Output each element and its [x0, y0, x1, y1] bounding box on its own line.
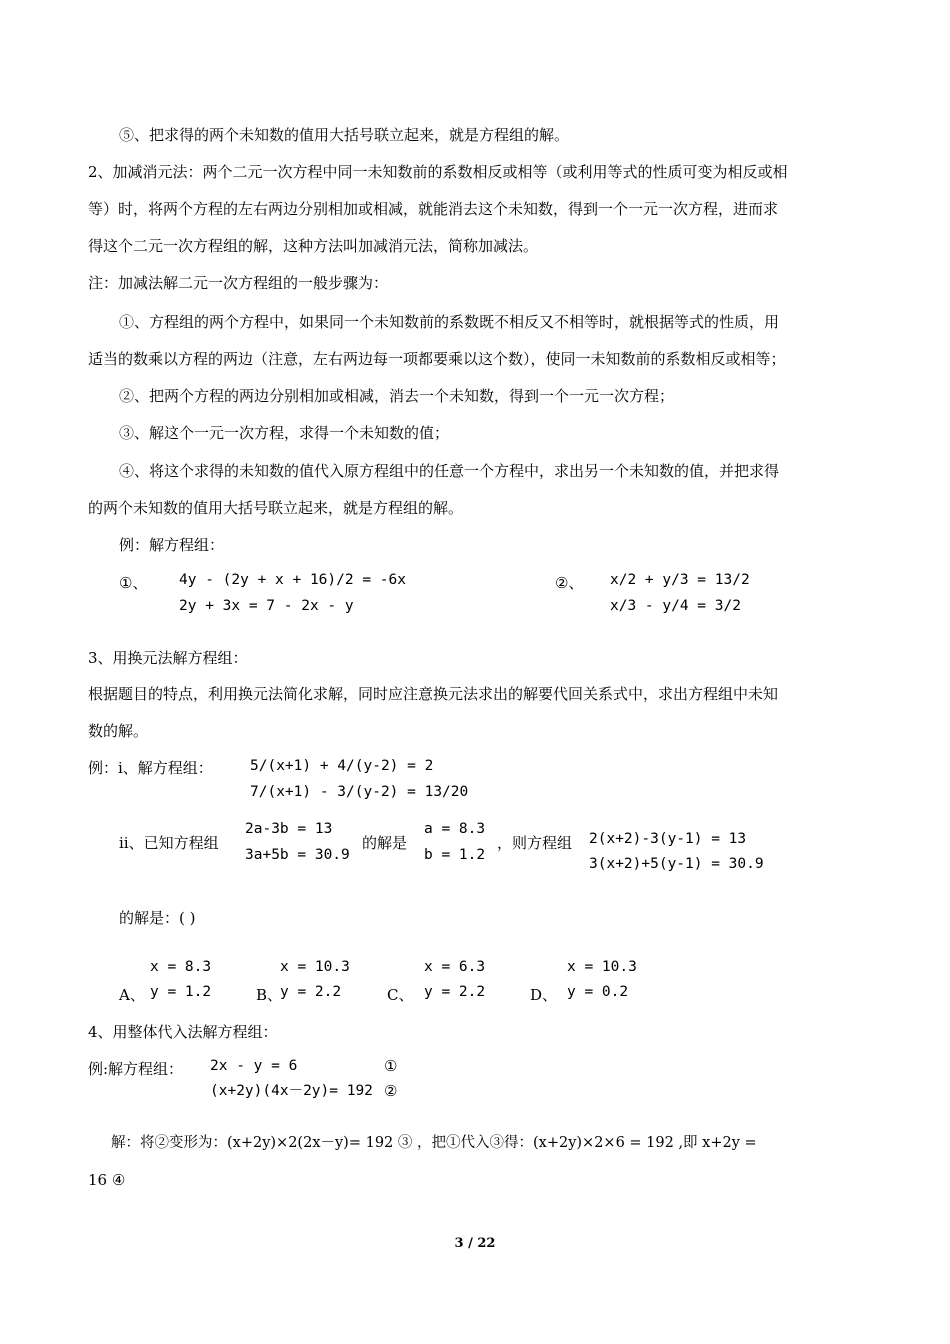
note-text: 注：加减法解二元一次方程组的一般步骤为：	[88, 274, 389, 292]
option-d-x: x = 10.3	[567, 959, 637, 975]
page-number: 3 / 22	[454, 1236, 496, 1251]
example1-equation1: 4y - (2y + x + 16)/2 = -6x	[179, 572, 406, 588]
given-solution-b: b = 1.2	[424, 847, 486, 863]
example4-equation2: (x+2y)(4x－2y)= 192	[210, 1083, 373, 1099]
target-system-equation1: 2(x+2)-3(y-1) = 13	[589, 831, 747, 847]
section3-title: 3、用换元法解方程组：	[88, 649, 248, 667]
example2-equation2: x/3 - y/4 = 3/2	[610, 598, 741, 614]
option-c-label: C、	[387, 986, 414, 1004]
example4-equation1: 2x - y = 6	[210, 1058, 298, 1074]
example3-equation2: 7/(x+1) - 3/(y-2) = 13/20	[250, 784, 469, 800]
option-c-x: x = 6.3	[424, 959, 486, 975]
example1-number: ①、	[119, 574, 148, 592]
example2-number: ②、	[555, 574, 584, 592]
given-solution-a: a = 8.3	[424, 821, 486, 837]
option-c-y: y = 2.2	[424, 984, 486, 1000]
step1-line2: 适当的数乘以方程的两边（注意，左右两边每一项都要乘以这个数），使同一未知数前的系数相反或相等；	[88, 350, 786, 368]
given-system-equation2: 3a+5b = 30.9	[245, 847, 350, 863]
option-b-label: B、	[256, 986, 283, 1004]
option-a-label: A、	[119, 986, 145, 1004]
solution-line2: 16 ④	[88, 1171, 126, 1189]
example2-equation1: x/2 + y/3 = 13/2	[610, 572, 750, 588]
step3-text: ③、解这个一元一次方程，求得一个未知数的值；	[119, 424, 450, 442]
step4-line2: 的两个未知数的值用大括号联立起来，就是方程组的解。	[88, 499, 464, 517]
example4-label: 例:解方程组：	[88, 1060, 184, 1078]
option-b-y: y = 2.2	[280, 984, 342, 1000]
question-blank: 的解是：( )	[119, 909, 196, 927]
equation2-marker: ②	[384, 1082, 398, 1100]
section3-line1: 根据题目的特点，利用换元法简化求解，同时应注意换元法求出的解要代回关系式中，求出方程组中未知	[88, 685, 779, 703]
equation1-marker: ①	[384, 1057, 398, 1075]
option-b-x: x = 10.3	[280, 959, 350, 975]
example1-equation2: 2y + 3x = 7 - 2x - y	[179, 598, 354, 614]
section2-line3: 得这个二元一次方程组的解，这种方法叫加减消元法，简称加减法。	[88, 237, 539, 255]
then-system-text: ，则方程组	[497, 834, 573, 852]
solution-is-text: 的解是	[362, 834, 408, 852]
section4-title: 4、用整体代入法解方程组：	[88, 1023, 278, 1041]
example3-label: 例：ⅰ、解方程组：	[88, 759, 213, 777]
section2-line2: 等）时，将两个方程的左右两边分别相加或相减，就能消去这个未知数，得到一个一元一次方程，进而求	[88, 200, 779, 218]
option-a-x: x = 8.3	[150, 959, 212, 975]
step2-text: ②、把两个方程的两边分别相加或相减，消去一个未知数，得到一个一元一次方程；	[119, 387, 675, 405]
section3-line2: 数的解。	[88, 722, 149, 740]
target-system-equation2: 3(x+2)+5(y-1) = 30.9	[589, 856, 764, 872]
option-a-y: y = 1.2	[150, 984, 212, 1000]
given-system-equation1: 2a-3b = 13	[245, 821, 333, 837]
option-d-label: D、	[530, 986, 558, 1004]
example3b-label: ⅱ、已知方程组	[119, 834, 219, 852]
option-d-y: y = 0.2	[567, 984, 629, 1000]
step5-text: ⑤、把求得的两个未知数的值用大括号联立起来，就是方程组的解。	[119, 126, 570, 144]
example-label: 例：解方程组：	[119, 536, 225, 554]
solution-line1: 解：将②变形为：(x+2y)×2(2x－y)= 192 ③ ，把①代入③得：(x+2y)×2×6 = 192 ,即 x+2y =	[111, 1135, 757, 1151]
example3-equation1: 5/(x+1) + 4/(y-2) = 2	[250, 758, 434, 774]
step1-line1: ①、方程组的两个方程中，如果同一个未知数前的系数既不相反又不相等时，就根据等式的性质，用	[119, 313, 780, 331]
step4-line1: ④、将这个求得的未知数的值代入原方程组中的任意一个方程中，求出另一个未知数的值，并把求得	[119, 462, 780, 480]
section2-line1: 2、加减消元法：两个二元一次方程中同一未知数前的系数相反或相等（或利用等式的性质可变为相反或相	[88, 163, 788, 181]
